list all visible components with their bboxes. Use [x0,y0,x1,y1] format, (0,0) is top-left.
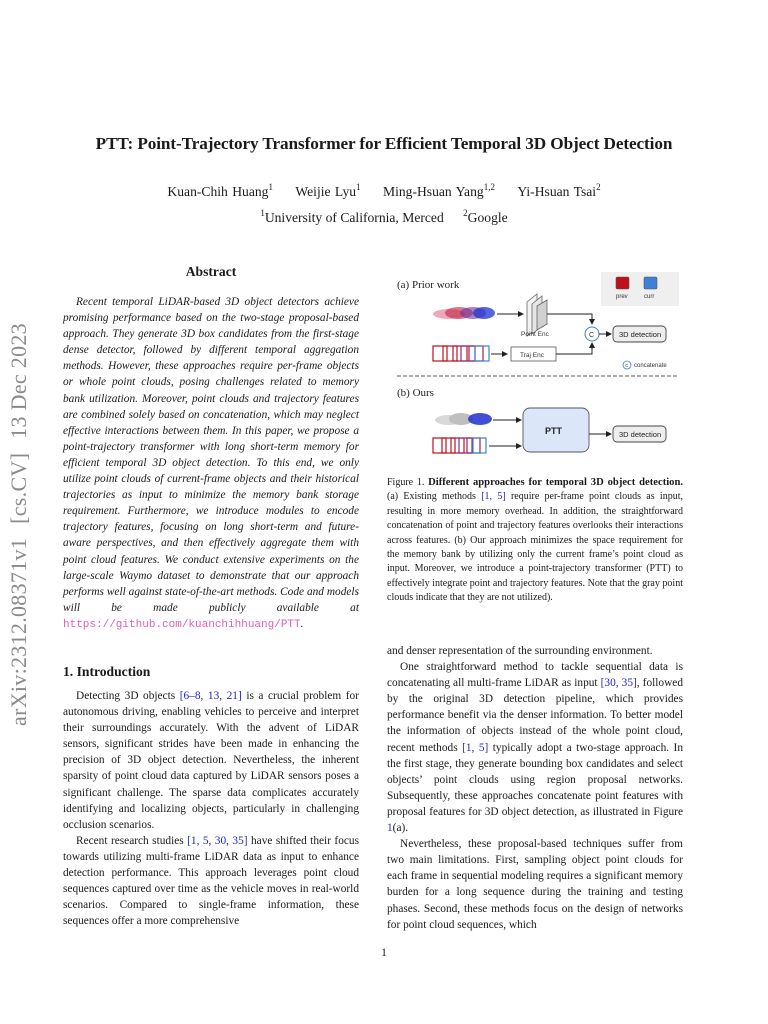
intro-right-column [387,643,683,933]
affiliation: $^1$University of California, Merced [260,208,444,225]
intro-left-column [63,688,359,929]
traj-enc-label: Traj Enc [520,352,544,359]
paragraph: Detecting 3D objects [6–8, 13, 21] is a crucial problem for autonomous driving, enabling vehicles to perceive and interpret their surroundings accurately. With the advent of LiDAR sensors, significant strides have been made in enhancing the precision of 3D object detection. Nevertheless, the inherent sparsity of point cloud data captured by LiDAR sensors poses a significant challenge. The sparse data complicates accurately identifying and localizing objects, particularly in challenging occlusion scenarios. [63,690,359,831]
svg-text:3D detection: 3D detection [619,330,662,339]
panel-b-label: (b) Ours [397,387,434,399]
affiliation: $^2$Google [463,208,508,225]
citation-link[interactable]: [6–8, 13, 21] [179,690,242,702]
paper-title: PTT: Point-Trajectory Transformer for Efficient Temporal 3D Object Detection [95,134,673,153]
legend-prev: prev [616,294,628,300]
figure-ref-link[interactable]: 1 [387,822,393,835]
arxiv-stamp [6,256,46,726]
author: Weijie Lyu$^1$ [295,182,361,199]
point-enc-label: Point Enc [521,331,549,338]
figure-1-caption: Figure 1. Different approaches for temporal 3D object detection. (a) Existing methods [1, 5] require per-frame point clouds as input, resulting in more memory overhead. In addition, the straightforward concatenation of point and trajectory features overlooks their interactions across features. (b) Our approach minimizes the space requirement for the memory bank by utilizing only the current frame’s point cloud as input. Moreover, we introduce a point-trajectory transformer (PTT) to effectively integrate point and trajectory features. Note that the gray point clouds indicate that they are not utilized). [387,477,684,604]
author: Kuan-Chih Huang$^1$ [167,182,273,199]
paragraph: Recent research studies [1, 5, 30, 35] have shifted their focus towards utilizing multi-frame LiDAR data as input to enhance detection performance. This approach leverages point cloud sequences captured over time as the vehicle moves in real-world scenarios. Compared to single-frame information, these sequences offer a more comprehensive [63,834,359,928]
author-list [0,184,768,200]
point-cloud-current-icon [435,413,492,425]
arxiv-id: arXiv:2312.08371v1 [6,537,31,726]
paragraph: Nevertheless, these proposal-based techniques suffer from two main limitations. First, sampling object point clouds for each frame in sequential modeling requires a significant memory burden for a long sequence during the training and testing phases. Second, these methods focus on the design of networks for point cloud sequences, which [387,838,683,931]
citation-link[interactable]: [1, 5] [481,491,506,503]
paragraph: One straightforward method to tackle sequential data is concatenating all multi-frame LiDAR as input [30, 35], followed by the original 3D detection pipeline, which provides performance benefit via the denser information. To better model the information of objects instead of the whole point cloud, recent methods [1, 5] typically adopt a two-stage approach. In the first stage, they generate bounding box candidates and select objects’ point clouds using region proposal networks. Subsequently, these approaches concatenate point features with proposal features for 3D object detection, as illustrated in Figure 1(a). [387,661,683,835]
legend [601,272,679,306]
concat-legend: concatenate [634,363,667,369]
point-cloud-sequence-icon [433,307,495,319]
legend-curr: curr [644,294,655,300]
author: Ming-Hsuan Yang$^{1,2}$ [382,182,495,199]
citation-link[interactable]: [1, 5] [462,741,489,754]
trajectory-sequence-icon [433,346,489,361]
svg-text:C: C [589,332,595,339]
section-heading-introduction: 1. Introduction [63,664,151,679]
page-number: 1 [381,947,387,959]
author: Yi-Hsuan Tsai$^2$ [517,182,601,199]
svg-text:PTT: PTT [545,426,562,436]
paragraph: and denser representation of the surrounding environment. [387,645,653,657]
svg-text:C: C [625,363,629,368]
abstract-body: Recent temporal LiDAR-based 3D object detectors achieve promising performance based on the two-stage proposal-based approach. They generate 3D box candidates from the first-stage dense detector, followed by different temporal aggregation methods. However, these approaches require per-frame objects or whole point clouds, posing challenges related to memory bank utilization. Moreover, point clouds and trajectory features are combined solely based on concatenation, which may neglect effective interactions between them. In this paper, we propose a point-trajectory transformer with long short-term memory for efficient temporal 3D object detection. To this end, we only utilize point clouds of current-frame objects and their historical trajectories as input to minimize the memory bank storage requirement. Furthermore, we introduce modules to encode trajectory features, focusing on long short-term and future-aware perspectives, and then effectively aggregate them with point cloud features. We conduct extensive experiments on the large-scale Waymo dataset to demonstrate that our approach performs well against state-of-the-art methods. Code and models will be made publicly available at https://github.com/kuanchihhuang/PTT. [63,296,359,631]
citation-link[interactable]: [30, 35] [600,677,637,690]
citation-link[interactable]: [1, 5, 30, 35] [187,834,248,847]
trajectory-sequence-icon-b [433,438,486,453]
point-encoder-icon [527,294,547,336]
arxiv-category: [cs.CV] [6,452,31,524]
arxiv-date: 13 Dec 2023 [6,323,31,439]
panel-a-label: (a) Prior work [397,279,460,291]
figure-1 [387,268,687,464]
abstract-heading: Abstract [185,264,237,279]
affiliations [0,210,768,226]
svg-text:3D detection: 3D detection [619,430,662,439]
code-link[interactable]: https://github.com/kuanchihhuang/PTT [63,618,301,631]
